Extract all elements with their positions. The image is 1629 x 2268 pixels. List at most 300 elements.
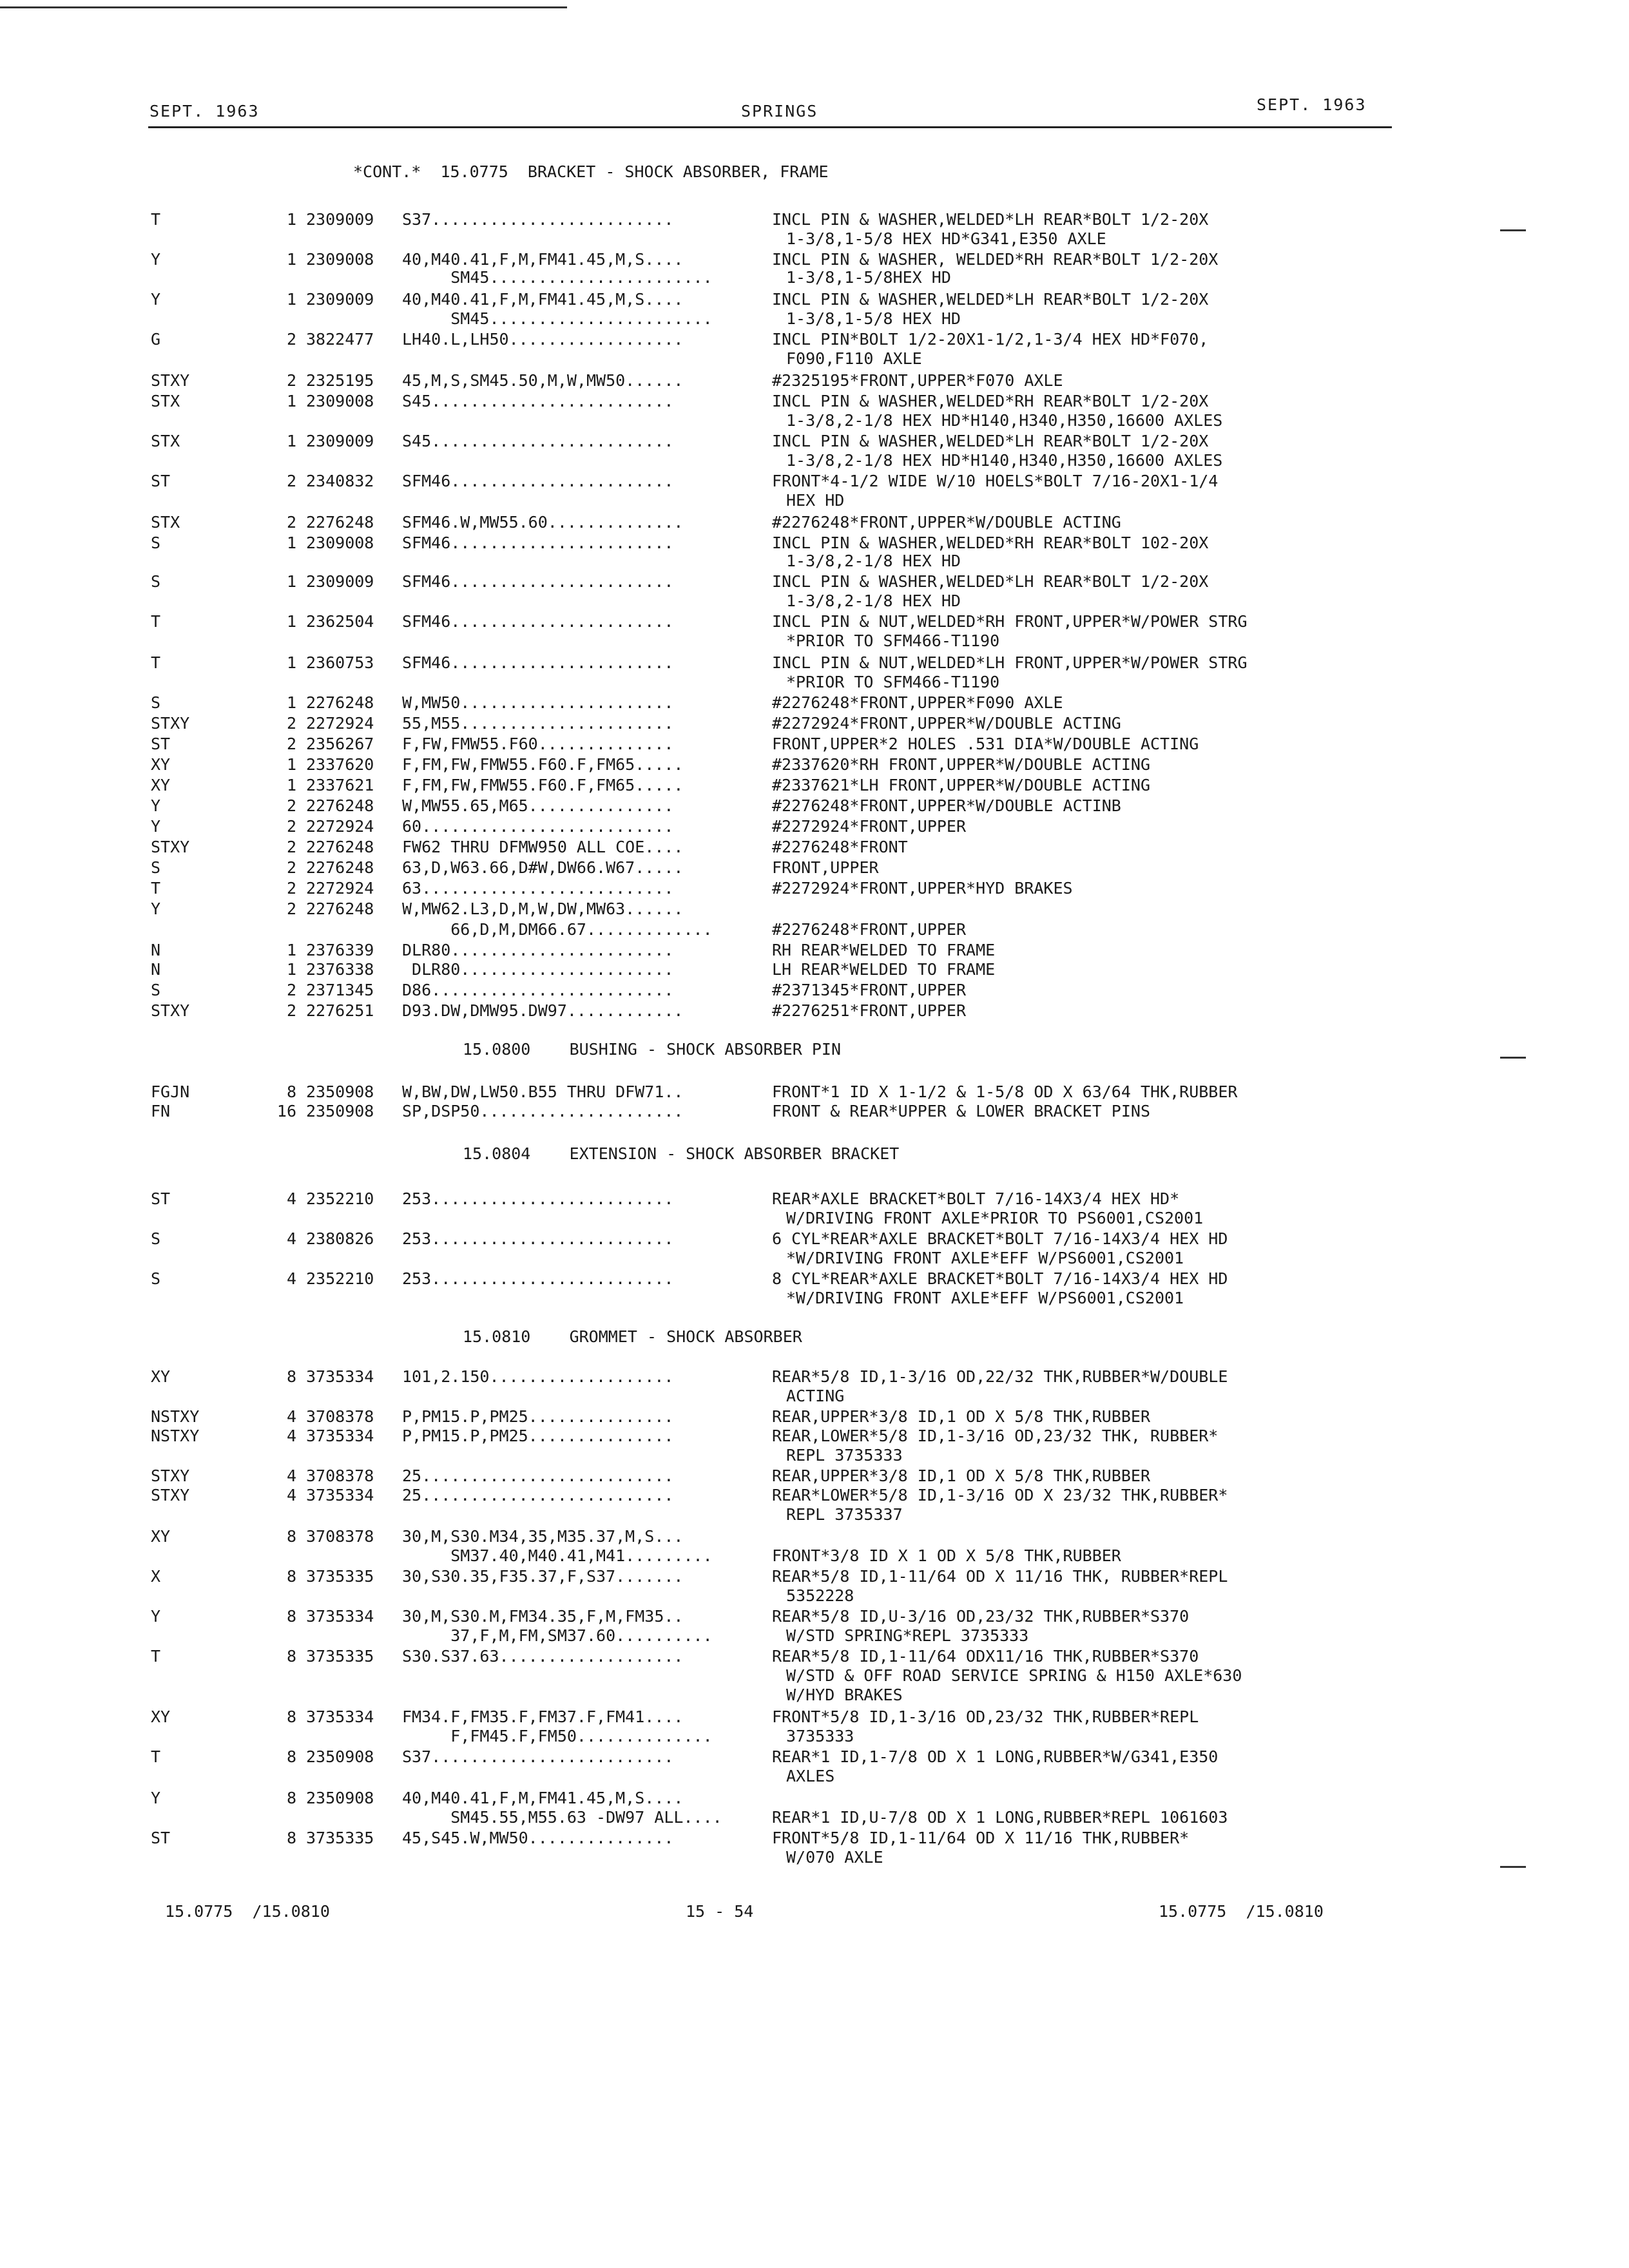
application: SFM46....................... (402, 572, 674, 591)
part-number: 2272924 (306, 817, 374, 836)
part-number: 2350908 (306, 1747, 374, 1766)
application: SFM46.W,MW55.60.............. (402, 513, 684, 532)
item-code: S (151, 572, 161, 591)
table-row (0, 1082, 1629, 1102)
description: REAR,UPPER*3/8 ID,1 OD X 5/8 THK,RUBBER (772, 1466, 1150, 1485)
table-row (0, 1607, 1629, 1626)
application: 25.......................... (402, 1466, 674, 1485)
description: INCL PIN & WASHER,WELDED*LH REAR*BOLT 1/2-20X (772, 290, 1209, 309)
description: #2276248*FRONT,UPPER*W/DOUBLE ACTINB (772, 796, 1121, 815)
description: REAR*LOWER*5/8 ID,1-3/16 OD X 23/32 THK,RUBBER* (772, 1486, 1228, 1504)
item-qty: 1 (286, 941, 296, 959)
item-code: FGJN (151, 1082, 190, 1101)
table-row (0, 858, 1629, 878)
part-number: 2272924 (306, 879, 374, 898)
table-row (0, 1747, 1629, 1767)
description: REAR*AXLE BRACKET*BOLT 7/16-14X3/4 HEX HD* (772, 1189, 1180, 1208)
section-heading-15-0804: 15.0804 EXTENSION - SHOCK ABSORBER BRACKET (463, 1144, 900, 1163)
item-qty: 2 (286, 735, 296, 753)
margin-mark (1500, 1057, 1526, 1059)
application: DLR80...................... (402, 960, 674, 979)
application: 30,M,S30.M34,35,M35.37,M,S... (402, 1527, 684, 1546)
part-number: 2309008 (306, 250, 374, 269)
table-row (0, 513, 1629, 532)
description-cont: 1-3/8,2-1/8 HEX HD*H140,H340,H350,16600 AXLES (786, 411, 1223, 430)
table-row (0, 755, 1629, 774)
header-title: SPRINGS (741, 102, 818, 120)
item-qty: 2 (286, 879, 296, 898)
table-row (0, 472, 1629, 491)
table-row (0, 451, 1629, 470)
description: REAR*1 ID,U-7/8 OD X 1 LONG,RUBBER*REPL 1061603 (772, 1808, 1228, 1827)
part-number: 3735335 (306, 1647, 374, 1666)
application: D93.DW,DMW95.DW97............ (402, 1001, 684, 1020)
part-number: 2337621 (306, 776, 374, 794)
application: W,MW50...................... (402, 693, 674, 712)
item-qty: 1 (286, 290, 296, 309)
item-code: XY (151, 1707, 171, 1726)
application: W,MW62.L3,D,M,W,DW,MW63...... (402, 899, 684, 918)
table-row (0, 371, 1629, 390)
application: D86......................... (402, 981, 674, 999)
item-code: STX (151, 392, 180, 410)
table-row (0, 1546, 1629, 1566)
table-row (0, 491, 1629, 510)
table-row (0, 1727, 1629, 1746)
description-cont: *W/DRIVING FRONT AXLE*EFF W/PS6001,CS2001 (786, 1289, 1184, 1307)
table-row (0, 1001, 1629, 1021)
item-qty: 1 (286, 776, 296, 794)
table-row (0, 631, 1629, 651)
description: RH REAR*WELDED TO FRAME (772, 941, 996, 959)
application: 25.......................... (402, 1486, 674, 1504)
description-cont: 5352228 (786, 1586, 854, 1605)
description: #2276251*FRONT,UPPER (772, 1001, 967, 1020)
application: S30.S37.63................... (402, 1647, 684, 1666)
table-row (0, 899, 1629, 919)
application: 40,M40.41,F,M,FM41.45,M,S.... (402, 250, 684, 269)
description: INCL PIN & WASHER, WELDED*RH REAR*BOLT 1/2-20X (772, 250, 1219, 269)
table-row (0, 1505, 1629, 1524)
table-row (0, 1387, 1629, 1406)
item-qty: 1 (286, 960, 296, 979)
item-qty: 2 (286, 899, 296, 918)
item-qty: 1 (286, 693, 296, 712)
part-number: 2309008 (306, 392, 374, 410)
item-code: N (151, 941, 161, 959)
application: DLR80....................... (402, 941, 674, 959)
part-number: 2352210 (306, 1269, 374, 1288)
footer-page-number: 15 - 54 (686, 1902, 754, 1921)
item-qty: 2 (286, 371, 296, 390)
application: 63.......................... (402, 879, 674, 898)
header-left-date: SEPT. 1963 (149, 102, 260, 120)
application: W,MW55.65,M65............... (402, 796, 674, 815)
item-code: STXY (151, 1001, 190, 1020)
item-qty: 4 (286, 1466, 296, 1485)
item-code: XY (151, 1367, 171, 1386)
item-qty: 1 (286, 250, 296, 269)
item-code: FN (151, 1102, 171, 1120)
description: FRONT*5/8 ID,1-3/16 OD,23/32 THK,RUBBER*REPL (772, 1707, 1199, 1726)
margin-mark (1500, 1866, 1526, 1868)
description: #2272924*FRONT,UPPER (772, 817, 967, 836)
application: S37......................... (402, 1747, 674, 1766)
application: LH40.L,LH50.................. (402, 330, 684, 349)
footer-right: 15.0775 /15.0810 (1159, 1902, 1324, 1921)
part-number: 2276248 (306, 838, 374, 856)
table-row (0, 1289, 1629, 1308)
part-number: 2350908 (306, 1102, 374, 1120)
application: 45,S45.W,MW50............... (402, 1829, 674, 1847)
description: REAR,UPPER*3/8 ID,1 OD X 5/8 THK,RUBBER (772, 1407, 1150, 1426)
part-number: 2376338 (306, 960, 374, 979)
description: FRONT*1 ID X 1-1/2 & 1-5/8 OD X 63/64 THK,RUBBER (772, 1082, 1238, 1101)
description: #2276248*FRONT,UPPER (772, 920, 967, 939)
table-row (0, 411, 1629, 430)
application: 55,M55...................... (402, 714, 674, 733)
item-qty: 8 (286, 1607, 296, 1626)
description: INCL PIN & NUT,WELDED*LH FRONT,UPPER*W/POWER STRG (772, 653, 1248, 672)
part-number: 3708378 (306, 1466, 374, 1485)
part-number: 3708378 (306, 1527, 374, 1546)
description: #2325195*FRONT,UPPER*F070 AXLE (772, 371, 1063, 390)
application: 45,M,S,SM45.50,M,W,MW50...... (402, 371, 684, 390)
description-cont: *PRIOR TO SFM466-T1190 (786, 631, 1000, 650)
description: REAR,LOWER*5/8 ID,1-3/16 OD,23/32 THK, RUBBER* (772, 1427, 1219, 1445)
table-row (0, 210, 1629, 229)
application: F,FM,FW,FMW55.F60.F,FM65..... (402, 755, 684, 774)
table-row (0, 1367, 1629, 1387)
table-row (0, 432, 1629, 451)
application: P,PM15.P,PM25............... (402, 1427, 674, 1445)
description: INCL PIN & NUT,WELDED*RH FRONT,UPPER*W/POWER STRG (772, 612, 1248, 631)
part-number: 3708378 (306, 1407, 374, 1426)
item-qty: 2 (286, 981, 296, 999)
part-number: 3735334 (306, 1486, 374, 1504)
item-qty: 1 (286, 533, 296, 552)
table-row (0, 960, 1629, 979)
item-code: STXY (151, 1466, 190, 1485)
part-number: 3735334 (306, 1427, 374, 1445)
item-code: T (151, 879, 161, 898)
description: 8 CYL*REAR*AXLE BRACKET*BOLT 7/16-14X3/4 HEX HD (772, 1269, 1228, 1288)
part-number: 2309009 (306, 210, 374, 229)
item-qty: 8 (286, 1082, 296, 1101)
item-code: STXY (151, 371, 190, 390)
description: FRONT,UPPER*2 HOLES .531 DIA*W/DOUBLE ACTING (772, 735, 1199, 753)
part-number: 3735334 (306, 1607, 374, 1626)
description: REAR*1 ID,1-7/8 OD X 1 LONG,RUBBER*W/G341,E350 (772, 1747, 1219, 1766)
part-number: 3735334 (306, 1707, 374, 1726)
item-code: Y (151, 290, 161, 309)
table-row (0, 1229, 1629, 1249)
description-cont: 1-3/8,2-1/8 HEX HD (786, 591, 961, 610)
table-row (0, 1527, 1629, 1546)
item-qty: 1 (286, 572, 296, 591)
item-code: T (151, 1647, 161, 1666)
application: SFM46....................... (402, 653, 674, 672)
item-code: ST (151, 1829, 171, 1847)
item-code: T (151, 653, 161, 672)
item-code: T (151, 1747, 161, 1766)
table-row (0, 250, 1629, 269)
description: FRONT*5/8 ID,1-11/64 OD X 11/16 THK,RUBBER* (772, 1829, 1190, 1847)
part-number: 2352210 (306, 1189, 374, 1208)
description: #2276248*FRONT,UPPER*W/DOUBLE ACTING (772, 513, 1121, 532)
part-number: 2276248 (306, 796, 374, 815)
application-cont: SM45....................... (402, 268, 713, 287)
description: #2337620*RH FRONT,UPPER*W/DOUBLE ACTING (772, 755, 1150, 774)
application: SFM46....................... (402, 612, 674, 631)
table-row (0, 1707, 1629, 1727)
application: FM34.F,FM35.F,FM37.F,FM41.... (402, 1707, 684, 1726)
description-cont: AXLES (786, 1767, 835, 1785)
item-qty: 8 (286, 1707, 296, 1726)
item-qty: 1 (286, 612, 296, 631)
table-row (0, 572, 1629, 591)
application: 101,2.150................... (402, 1367, 674, 1386)
table-row (0, 591, 1629, 611)
application: SFM46....................... (402, 533, 674, 552)
item-code: STXY (151, 714, 190, 733)
table-row (0, 1848, 1629, 1867)
application: S37......................... (402, 210, 674, 229)
part-number: 2362504 (306, 612, 374, 631)
table-row (0, 776, 1629, 795)
table-row (0, 1686, 1629, 1705)
description-cont: W/DRIVING FRONT AXLE*PRIOR TO PS6001,CS2001 (786, 1209, 1204, 1227)
application: F,FW,FMW55.F60.............. (402, 735, 674, 753)
application-cont: SM45....................... (402, 309, 713, 328)
description: #2276248*FRONT (772, 838, 908, 856)
item-code: NSTXY (151, 1407, 200, 1426)
description: #2337621*LH FRONT,UPPER*W/DOUBLE ACTING (772, 776, 1150, 794)
application: F,FM,FW,FMW55.F60.F,FM65..... (402, 776, 684, 794)
application: 30,S30.35,F35.37,F,S37....... (402, 1567, 684, 1586)
part-number: 2276248 (306, 513, 374, 532)
item-code: Y (151, 899, 161, 918)
description: 6 CYL*REAR*AXLE BRACKET*BOLT 7/16-14X3/4 HEX HD (772, 1229, 1228, 1248)
part-number: 2276248 (306, 693, 374, 712)
table-row (0, 349, 1629, 369)
part-number: 2371345 (306, 981, 374, 999)
application-cont: SM45.55,M55.63 -DW97 ALL.... (402, 1808, 722, 1827)
part-number: 2350908 (306, 1082, 374, 1101)
item-qty: 1 (286, 392, 296, 410)
item-qty: 4 (286, 1189, 296, 1208)
item-qty: 8 (286, 1367, 296, 1386)
item-code: G (151, 330, 161, 349)
table-row (0, 1829, 1629, 1848)
description-cont: W/HYD BRAKES (786, 1686, 903, 1704)
table-row (0, 1209, 1629, 1228)
description: FRONT,UPPER (772, 858, 879, 877)
table-row (0, 838, 1629, 857)
description-cont: W/070 AXLE (786, 1848, 883, 1867)
table-row (0, 309, 1629, 329)
table-row (0, 268, 1629, 287)
description-cont: HEX HD (786, 491, 845, 510)
application: 30,M,S30.M,FM34.35,F,M,FM35.. (402, 1607, 684, 1626)
item-qty: 8 (286, 1647, 296, 1666)
item-qty: 4 (286, 1229, 296, 1248)
table-row (0, 330, 1629, 349)
description-cont: REPL 3735333 (786, 1446, 903, 1465)
part-number: 2276248 (306, 899, 374, 918)
table-row (0, 1486, 1629, 1505)
description: FRONT*3/8 ID X 1 OD X 5/8 THK,RUBBER (772, 1546, 1121, 1565)
table-row (0, 552, 1629, 571)
part-number: 2350908 (306, 1789, 374, 1807)
description: INCL PIN & WASHER,WELDED*LH REAR*BOLT 1/2-20X (772, 210, 1209, 229)
part-number: 2356267 (306, 735, 374, 753)
item-qty: 2 (286, 330, 296, 349)
application-cont: F,FM45.F,FM50.............. (402, 1727, 713, 1745)
description: REAR*5/8 ID,1-11/64 OD X 11/16 THK, RUBBER*REPL (772, 1567, 1228, 1586)
table-row (0, 1767, 1629, 1786)
application-cont: SM37.40,M40.41,M41......... (402, 1546, 713, 1565)
item-code: NSTXY (151, 1427, 200, 1445)
part-number: 2309008 (306, 533, 374, 552)
table-row (0, 392, 1629, 411)
item-qty: 2 (286, 1001, 296, 1020)
part-number: 3822477 (306, 330, 374, 349)
item-qty: 2 (286, 714, 296, 733)
description: REAR*5/8 ID,U-3/16 OD,23/32 THK,RUBBER*S370 (772, 1607, 1190, 1626)
item-code: ST (151, 472, 171, 490)
item-code: S (151, 1269, 161, 1288)
item-code: STXY (151, 1486, 190, 1504)
application: S45......................... (402, 392, 674, 410)
item-qty: 4 (286, 1427, 296, 1445)
table-row (0, 1666, 1629, 1686)
description-cont: *W/DRIVING FRONT AXLE*EFF W/PS6001,CS2001 (786, 1249, 1184, 1267)
description: FRONT*4-1/2 WIDE W/10 HOELS*BOLT 7/16-20X1-1/4 (772, 472, 1219, 490)
item-qty: 16 (276, 1102, 296, 1120)
part-number: 3735335 (306, 1567, 374, 1586)
application: 40,M40.41,F,M,FM41.45,M,S.... (402, 290, 684, 309)
part-number: 2380826 (306, 1229, 374, 1248)
item-qty: 1 (286, 432, 296, 450)
table-row (0, 1808, 1629, 1827)
section-heading-15-0810: 15.0810 GROMMET - SHOCK ABSORBER (463, 1327, 802, 1346)
table-row (0, 817, 1629, 836)
part-number: 2276251 (306, 1001, 374, 1020)
part-number: 2309009 (306, 432, 374, 450)
application: 40,M40.41,F,M,FM41.45,M,S.... (402, 1789, 684, 1807)
table-row (0, 1427, 1629, 1446)
table-row (0, 653, 1629, 673)
item-code: STX (151, 432, 180, 450)
part-number: 2325195 (306, 371, 374, 390)
table-row (0, 981, 1629, 1000)
description: LH REAR*WELDED TO FRAME (772, 960, 996, 979)
table-row (0, 1249, 1629, 1268)
item-code: S (151, 693, 161, 712)
table-row (0, 1567, 1629, 1586)
section-heading-15-0775: *CONT.* 15.0775 BRACKET - SHOCK ABSORBER, FRAME (353, 162, 829, 181)
application: P,PM15.P,PM25............... (402, 1407, 674, 1426)
item-qty: 4 (286, 1486, 296, 1504)
application-cont: 66,D,M,DM66.67............. (402, 920, 713, 939)
item-qty: 1 (286, 755, 296, 774)
footer-left: 15.0775 /15.0810 (165, 1902, 330, 1921)
table-row (0, 290, 1629, 309)
application: S45......................... (402, 432, 674, 450)
item-qty: 2 (286, 472, 296, 490)
table-row (0, 1269, 1629, 1289)
table-row (0, 941, 1629, 960)
description: REAR*5/8 ID,1-3/16 OD,22/32 THK,RUBBER*W/DOUBLE (772, 1367, 1228, 1386)
part-number: 2337620 (306, 755, 374, 774)
item-qty: 8 (286, 1747, 296, 1766)
item-code: XY (151, 1527, 171, 1546)
header-right-date: SEPT. 1963 (1257, 95, 1367, 114)
description: #2272924*FRONT,UPPER*W/DOUBLE ACTING (772, 714, 1121, 733)
application: 63,D,W63.66,D#W,DW66.W67..... (402, 858, 684, 877)
part-number: 2309009 (306, 290, 374, 309)
item-code: Y (151, 1789, 161, 1807)
item-code: XY (151, 776, 171, 794)
table-row (0, 879, 1629, 898)
part-number: 2272924 (306, 714, 374, 733)
application: W,BW,DW,LW50.B55 THRU DFW71.. (402, 1082, 684, 1101)
application: 253......................... (402, 1229, 674, 1248)
description: INCL PIN*BOLT 1/2-20X1-1/2,1-3/4 HEX HD*F070, (772, 330, 1209, 349)
table-row (0, 229, 1629, 249)
part-number: 2309009 (306, 572, 374, 591)
description: FRONT & REAR*UPPER & LOWER BRACKET PINS (772, 1102, 1150, 1120)
item-qty: 2 (286, 858, 296, 877)
item-code: T (151, 612, 161, 631)
item-qty: 8 (286, 1567, 296, 1586)
description-cont: REPL 3735337 (786, 1505, 903, 1524)
item-qty: 4 (286, 1407, 296, 1426)
table-row (0, 1466, 1629, 1486)
description-cont: ACTING (786, 1387, 845, 1405)
table-row (0, 1407, 1629, 1427)
table-row (0, 1446, 1629, 1465)
description-cont: W/STD SPRING*REPL 3735333 (786, 1626, 1029, 1645)
table-row (0, 673, 1629, 692)
table-row (0, 735, 1629, 754)
description-cont: 1-3/8,1-5/8HEX HD (786, 268, 951, 287)
table-row (0, 1102, 1629, 1121)
part-number: 2376339 (306, 941, 374, 959)
item-qty: 2 (286, 513, 296, 532)
item-code: Y (151, 250, 161, 269)
item-qty: 1 (286, 210, 296, 229)
item-code: S (151, 533, 161, 552)
description-cont: 1-3/8,2-1/8 HEX HD*H140,H340,H350,16600 AXLES (786, 451, 1223, 470)
table-row (0, 1789, 1629, 1808)
item-code: XY (151, 755, 171, 774)
item-code: ST (151, 1189, 171, 1208)
description-cont: 1-3/8,1-5/8 HEX HD (786, 309, 961, 328)
part-number: 3735335 (306, 1829, 374, 1847)
table-row (0, 1586, 1629, 1606)
table-row (0, 1189, 1629, 1209)
table-row (0, 693, 1629, 713)
description: REAR*5/8 ID,1-11/64 ODX11/16 THK,RUBBER*S370 (772, 1647, 1199, 1666)
application: FW62 THRU DFMW950 ALL COE.... (402, 838, 684, 856)
table-row (0, 796, 1629, 816)
table-row (0, 533, 1629, 553)
item-qty: 2 (286, 817, 296, 836)
section-heading-15-0800: 15.0800 BUSHING - SHOCK ABSORBER PIN (463, 1040, 841, 1059)
application: SFM46....................... (402, 472, 674, 490)
